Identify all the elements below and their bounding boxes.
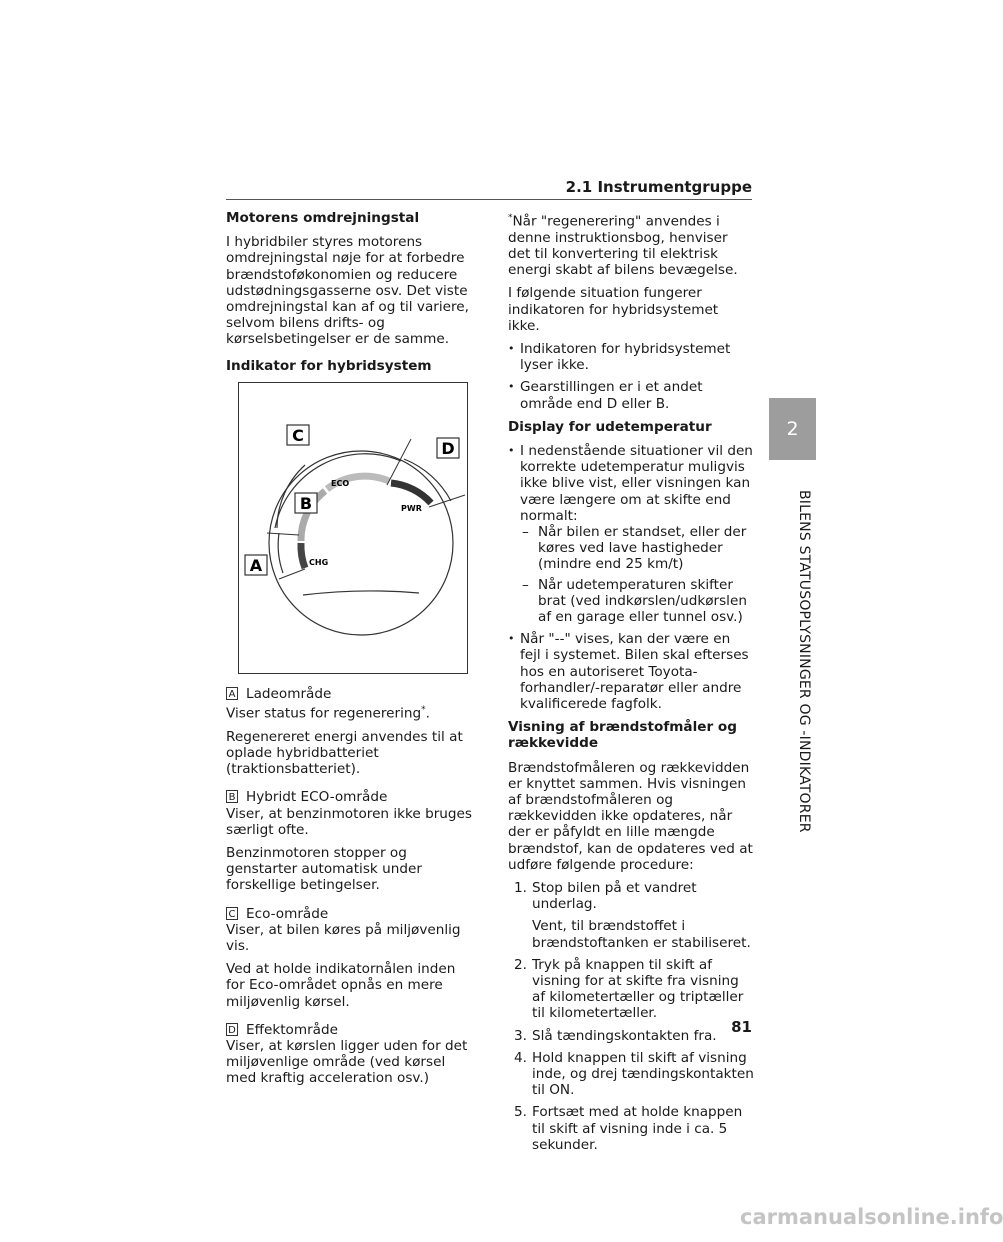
rpm-text: I hybridbiler styres motorens omdrejningstal nøje for at forbedre brændstoføkonomien og reducere udstødningsgasserne osv. Det viste omdrejningstal kan af og til variere, selvom bilens drifts- og kørselsbetingelser er de samme. bbox=[226, 234, 469, 348]
pwr-label: PWR bbox=[401, 503, 422, 513]
zone-c-desc1: Viser, at bilen køres på miljøvenlig vis. bbox=[226, 921, 461, 954]
zone-d-letter: D bbox=[226, 1023, 238, 1036]
zone-a-title: Ladeområde bbox=[246, 685, 332, 702]
hybrid-fail-text: I følgende situation fungerer indikatoren for hybridsystemet ikke. bbox=[508, 285, 719, 334]
zone-b-title: Hybridt ECO-område bbox=[246, 789, 388, 806]
callout-d: D bbox=[441, 438, 455, 458]
hybrid-fail-list bbox=[508, 341, 754, 412]
zone-d-desc1: Viser, at kørslen ligger uden for det miljøvenlige område (ved kørsel med kraftig acceleration osv.) bbox=[226, 1038, 468, 1087]
hybrid-indicator-figure bbox=[238, 382, 468, 674]
hybrid-gauge-diagram bbox=[239, 383, 469, 675]
step-number: 4. bbox=[514, 1049, 527, 1066]
zone-a-sup: * bbox=[421, 705, 426, 716]
step-number: 3. bbox=[514, 1027, 527, 1044]
list-item bbox=[514, 880, 754, 951]
zone-c-desc2: Ved at holde indikatornålen inden for Eco-området opnås en mere miljøvenlig kørsel. bbox=[226, 961, 456, 1010]
fuel-text: Brændstofmåleren og rækkevidden er knyttet sammen. Hvis visningen af brændstofmåleren og rækkevidden ikke opdateres, når der er påfyldt en lille mængde brændstof, kan de opdateres ved at udføre følgende procedure: bbox=[508, 759, 753, 873]
temp-heading: Display for udetemperatur bbox=[508, 418, 712, 435]
footnote-text: Når "regenerering" anvendes i denne instruktionsbog, henviser det til konvertering til elektrisk energi skabt af bilens bevægelse. bbox=[508, 213, 738, 279]
zone-a-desc2: Regenereret energi anvendes til at oplade hybridbatteriet (traktionsbatteriet). bbox=[226, 728, 463, 778]
zone-c-title: Eco-område bbox=[246, 905, 329, 922]
step-text: Hold knappen til skift af visning inde, og drej tændingskontakten til ON. bbox=[532, 1049, 754, 1099]
footnote-mark: * bbox=[508, 213, 513, 223]
callout-b: B bbox=[299, 493, 313, 513]
fuel-heading: Visning af brændstofmåler og rækkevidde bbox=[508, 719, 737, 752]
header-rule bbox=[226, 199, 752, 200]
footnote bbox=[508, 210, 754, 278]
step-number: 5. bbox=[514, 1104, 527, 1121]
temp-bullet1: I nedenstående situationer vil den korrekte udetemperatur muligvis ikke blive vist, eller visningen kan være længere om at skifte end normalt: bbox=[520, 442, 753, 524]
pwr-band bbox=[391, 483, 431, 503]
list-item bbox=[508, 443, 754, 625]
list-item: • Gearstillingen er i et andet område end D eller B. bbox=[508, 379, 754, 411]
chapter-tab: 2 bbox=[769, 398, 816, 460]
list-item: – Når bilen er standset, eller der køres ved lave hastigheder (mindre end 25 km/t) bbox=[508, 524, 754, 573]
list-item bbox=[514, 1104, 754, 1153]
hybrid-heading: Indikator for hybridsystem bbox=[226, 357, 432, 374]
procedure-steps bbox=[508, 880, 754, 1153]
range-c-arc bbox=[275, 454, 401, 528]
page-number: 81 bbox=[731, 1018, 752, 1036]
callout-c: C bbox=[292, 425, 304, 445]
zone-c-letter: C bbox=[226, 907, 238, 920]
zone-b-letter: B bbox=[226, 790, 238, 803]
step-text: Fortsæt med at holde knappen til skift af visning inde i ca. 5 sekunder. bbox=[532, 1104, 743, 1153]
left-column bbox=[226, 210, 472, 1094]
zone-d bbox=[226, 1022, 472, 1087]
zone-c bbox=[226, 906, 472, 955]
list-item: – Når udetemperaturen skifter brat (ved indkørslen/udkørslen af en garage eller tunnel osv.) bbox=[508, 577, 754, 626]
eco-label: ECO bbox=[331, 478, 350, 488]
list-item: • Når "--" vises, kan der være en fejl i systemet. Bilen skal efterses hos en autoriseret Toyota-forhandler/-reparatør eller andre kvalificerede fagfolk. bbox=[508, 631, 754, 712]
chg-band bbox=[301, 543, 305, 568]
list-item: • Indikatoren for hybridsystemet lyser ikke. bbox=[508, 341, 754, 373]
zone-d-title: Effektområde bbox=[246, 1021, 338, 1038]
callout-a: A bbox=[249, 555, 263, 575]
list-item bbox=[514, 1050, 754, 1099]
step-number: 1. bbox=[514, 880, 527, 897]
zone-a-desc1-end: . bbox=[425, 705, 430, 722]
zone-a-letter: A bbox=[226, 687, 238, 700]
rpm-heading: Motorens omdrejningstal bbox=[226, 210, 420, 226]
zone-a-desc1: Viser status for regenerering bbox=[226, 705, 422, 722]
step-number: 2. bbox=[514, 956, 527, 973]
step-text: Tryk på knappen til skift af visning for at skifte fra visning af kilometertæller og triptæller til kilometertæller. bbox=[532, 956, 744, 1022]
step-text: Stop bilen på et vandret underlag. bbox=[532, 880, 697, 913]
chg-label: CHG bbox=[309, 557, 329, 567]
zone-b-desc1: Viser, at benzinmotoren ikke bruges særligt ofte. bbox=[226, 805, 472, 838]
range-a-arc bbox=[278, 533, 283, 573]
list-item bbox=[514, 957, 754, 1022]
step-subtext: Vent, til brændstoffet i brændstoftanken er stabiliseret. bbox=[532, 918, 751, 951]
watermark: carmanualsonline.info bbox=[740, 1205, 1003, 1229]
step-text: Slå tændingskontakten fra. bbox=[532, 1027, 717, 1044]
zone-b-desc2: Benzinmotoren stopper og genstarter automatisk under forskellige betingelser. bbox=[226, 844, 422, 894]
right-column bbox=[508, 210, 754, 1159]
chapter-title: BILENS STATUSOPLYSNINGER OG -INDIKATORER bbox=[796, 490, 812, 833]
temp-list bbox=[508, 443, 754, 712]
zone-a bbox=[226, 686, 472, 722]
zone-b bbox=[226, 789, 472, 838]
zone-list bbox=[226, 686, 472, 1087]
section-header: 2.1 Instrumentgruppe bbox=[565, 178, 752, 196]
